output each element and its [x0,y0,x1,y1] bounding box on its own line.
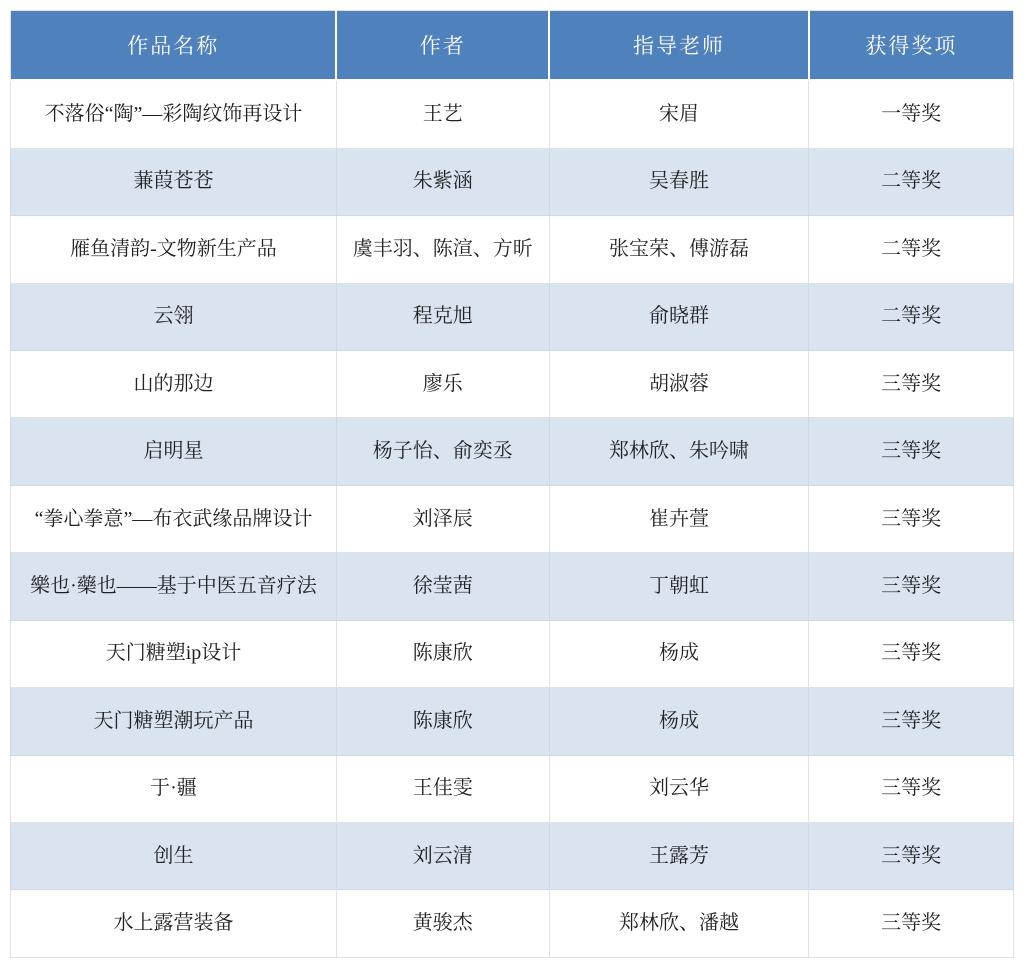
work-name-cell: 不落俗“陶”—彩陶纹饰再设计 [11,80,337,148]
author-cell: 王佳雯 [336,755,549,822]
award-cell: 三等奖 [809,688,1014,755]
author-cell: 徐莹茜 [336,553,549,620]
teacher-cell: 王露芳 [549,822,809,889]
table-row [11,418,1014,485]
header-award: 获得奖项 [809,11,1014,81]
table-row [11,620,1014,687]
award-cell: 三等奖 [809,553,1014,620]
table-row [11,351,1014,418]
table-row [11,148,1014,215]
table-row [11,283,1014,350]
award-cell: 三等奖 [809,485,1014,552]
teacher-cell: 胡淑蓉 [549,351,809,418]
work-name-cell: 樂也·藥也——基于中医五音疗法 [11,553,337,620]
table-row [11,688,1014,755]
work-name-cell: 于·疆 [11,755,337,822]
author-cell: 王艺 [336,80,549,148]
author-cell: 廖乐 [336,351,549,418]
work-name-cell: 启明星 [11,418,337,485]
award-cell: 三等奖 [809,418,1014,485]
work-name-cell: 山的那边 [11,351,337,418]
author-cell: 虞丰羽、陈渲、方昕 [336,216,549,283]
award-cell: 三等奖 [809,890,1014,958]
work-name-cell: 蒹葭苍苍 [11,148,337,215]
author-cell: 黄骏杰 [336,890,549,958]
author-cell: 陈康欣 [336,620,549,687]
teacher-cell: 郑林欣、潘越 [549,890,809,958]
award-cell: 二等奖 [809,216,1014,283]
awards-table [10,10,1014,958]
teacher-cell: 宋眉 [549,80,809,148]
award-cell: 二等奖 [809,283,1014,350]
work-name-cell: 水上露营装备 [11,890,337,958]
author-cell: 陈康欣 [336,688,549,755]
table-row [11,890,1014,958]
work-name-cell: 雁鱼清韵-文物新生产品 [11,216,337,283]
table-row [11,822,1014,889]
table-row [11,216,1014,283]
teacher-cell: 崔卉萱 [549,485,809,552]
header-teacher: 指导老师 [549,11,809,81]
award-cell: 三等奖 [809,755,1014,822]
header-work-name: 作品名称 [11,11,337,81]
work-name-cell: “拳心拳意”—布衣武缘品牌设计 [11,485,337,552]
table-row [11,485,1014,552]
teacher-cell: 杨成 [549,620,809,687]
table-body [11,80,1014,958]
teacher-cell: 刘云华 [549,755,809,822]
award-cell: 三等奖 [809,620,1014,687]
teacher-cell: 杨成 [549,688,809,755]
author-cell: 刘云清 [336,822,549,889]
work-name-cell: 云翎 [11,283,337,350]
author-cell: 程克旭 [336,283,549,350]
teacher-cell: 张宝荣、傅游磊 [549,216,809,283]
teacher-cell: 俞晓群 [549,283,809,350]
table-row [11,755,1014,822]
teacher-cell: 吴春胜 [549,148,809,215]
table-row [11,553,1014,620]
award-cell: 二等奖 [809,148,1014,215]
author-cell: 朱紫涵 [336,148,549,215]
award-cell: 一等奖 [809,80,1014,148]
teacher-cell: 郑林欣、朱吟啸 [549,418,809,485]
table-row [11,80,1014,148]
teacher-cell: 丁朝虹 [549,553,809,620]
award-cell: 三等奖 [809,822,1014,889]
author-cell: 刘泽辰 [336,485,549,552]
work-name-cell: 天门糖塑ip设计 [11,620,337,687]
work-name-cell: 创生 [11,822,337,889]
award-cell: 三等奖 [809,351,1014,418]
author-cell: 杨子怡、俞奕丞 [336,418,549,485]
table-header [11,11,1014,81]
header-row [11,11,1014,81]
header-author: 作者 [336,11,549,81]
work-name-cell: 天门糖塑潮玩产品 [11,688,337,755]
